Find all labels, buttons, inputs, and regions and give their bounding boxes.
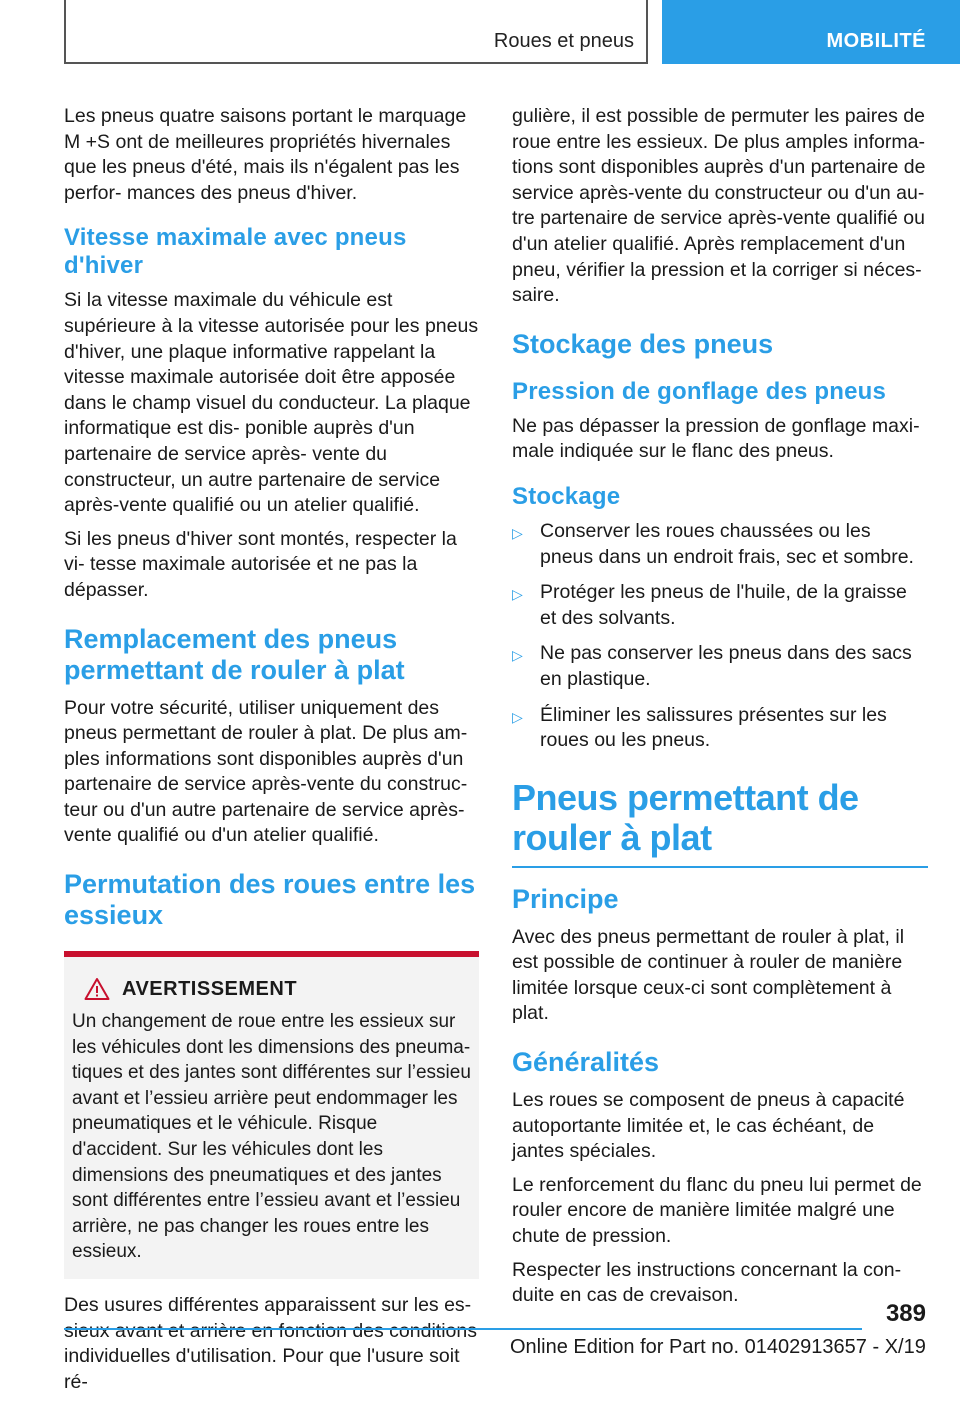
general-paragraph-3: Respecter les instructions concernant la con‐ duite en cas de crevaison.: [512, 1258, 902, 1307]
page-number: 389: [885, 1300, 926, 1327]
principle-paragraph: Avec des pneus permettant de rouler à plat, il est possible de continuer à rouler de manière limitée lorsque ceux-ci sont complètement à plat.: [512, 925, 905, 1025]
pressure-paragraph: Ne pas dépasser la pression de gonflage maxi‐ male indiquée sur le flanc des pneus.: [512, 414, 920, 463]
warning-text: Un changement de roue entre les essieux sur les véhicules dont les dimensions des pneuma‐ tiques et des jantes sont différentes sur l’essieu avant et l’essieu arrière peut endommager les pneumatiques et le véhicule. Risque d'accident. Sur les véhicules dont les dimensions des pneumatiques et des jantes sont différentes entre l’essieu avant et l’essieu arrière, ne pas changer les roues entre les essieux.: [72, 1011, 471, 1263]
list-item: ▷ Protéger les pneus de l'huile, de la graisse et des solvants.: [512, 580, 928, 631]
replacement-paragraph: Pour votre sécurité, utiliser uniquement des pneus permettant de rouler à plat. De plus am‐ ples informations sont disponibles auprès d'un partenaire de service après-vente du construc‐ teur ou d'un autre partenaire de service après- vente qualifié ou d'un atelier qualifié.: [64, 696, 468, 847]
footer-edition: Online Edition for Part no. 01402913657 - X/19: [510, 1336, 926, 1358]
list-item: ▷ Conserver les roues chaussées ou les pneus dans un endroit frais, sec et sombre.: [512, 519, 928, 570]
speed-paragraph-1: Si la vitesse maximale du véhicule est supérieure à la vitesse autorisée pour les pneus d'hiver, une plaque informative rappelant la vitesse maximale autorisée doit être apposée dans le champ visuel du conducteur. La plaque informatique est dis‐ ponible auprès d'un partenaire de service après- vente du constructeur, un autre partenaire de service après-vente qualifié ou un atelier qualifié.: [64, 289, 479, 517]
triangle-right-icon: ▷: [512, 708, 523, 725]
heading-pressure: Pression de gonflage des pneus: [512, 377, 887, 405]
triangle-right-icon: ▷: [512, 524, 523, 541]
right-column: [512, 104, 928, 1317]
triangle-right-icon: ▷: [512, 647, 523, 664]
heading-runflat: Pneus permettant de rouler à plat: [512, 776, 859, 858]
heading-replacement: Remplacement des pneus permettant de rouler à plat: [64, 623, 405, 685]
heading-stock: Stockage: [512, 482, 621, 510]
header-chapter-tab: [662, 0, 960, 64]
header-chapter-label: MOBILITÉ: [826, 30, 926, 52]
intro-paragraph: Les pneus quatre saisons portant le marquage M +S ont de meilleures propriétés hivernales que les pneus d'été, mais ils n'égalent pas les perfor‐ mances des pneus d'hiver.: [64, 105, 467, 204]
heading-general: Généralités: [512, 1047, 660, 1078]
header-section-title: Roues et pneus: [493, 30, 634, 52]
warning-triangle-icon: [84, 977, 110, 1001]
heading-storage: Stockage des pneus: [512, 328, 774, 359]
heading-permutation: Permutation des roues entre les essieux: [64, 869, 476, 931]
speed-paragraph-2: Si les pneus d'hiver sont montés, respecter la vi‐ tesse maximale autorisée et ne pas la dépasser.: [64, 527, 457, 601]
triangle-right-icon: ▷: [512, 586, 523, 603]
general-paragraph-2: Le renforcement du flanc du pneu lui permet de rouler encore de manière limitée malgré une chute de pression.: [512, 1173, 922, 1248]
left-column: [64, 104, 479, 1403]
heading-principle: Principe: [512, 883, 619, 914]
list-item: ▷ Éliminer les salissures présentes sur les roues ou les pneus.: [512, 703, 928, 754]
storage-list: [512, 519, 928, 754]
continued-paragraph: gulière, il est possible de permuter les paires de roue entre les essieux. De plus amples informa‐ tions sont disponibles auprès d'un partenaire de service après-vente du constructeur ou d'un au‐ tre partenaire de service après-vente qualifié ou d'un atelier qualifié. Après remplacement d'un pneu, vérifier la pression et la corriger si néces‐ saire.: [512, 105, 926, 307]
heading-rule: [512, 866, 928, 868]
warning-title: AVERTISSEMENT: [122, 977, 298, 1000]
warning-box: [64, 951, 479, 1279]
permutation-paragraph: Des usures différentes apparaissent sur les es‐ sieux avant et arrière en fonction des conditions individuelles d'utilisation. Pour que l'usure soit ré‐: [64, 1294, 477, 1393]
list-item: ▷ Ne pas conserver les pneus dans des sacs en plastique.: [512, 641, 928, 692]
general-paragraph-1: Les roues se composent de pneus à capacité autoportante limitée et, le cas échéant, de jantes spéciales.: [512, 1089, 905, 1163]
footer-rule: [64, 1328, 862, 1330]
warning-title-row: [72, 977, 471, 1001]
heading-speed: Vitesse maximale avec pneus d'hiver: [64, 224, 407, 280]
